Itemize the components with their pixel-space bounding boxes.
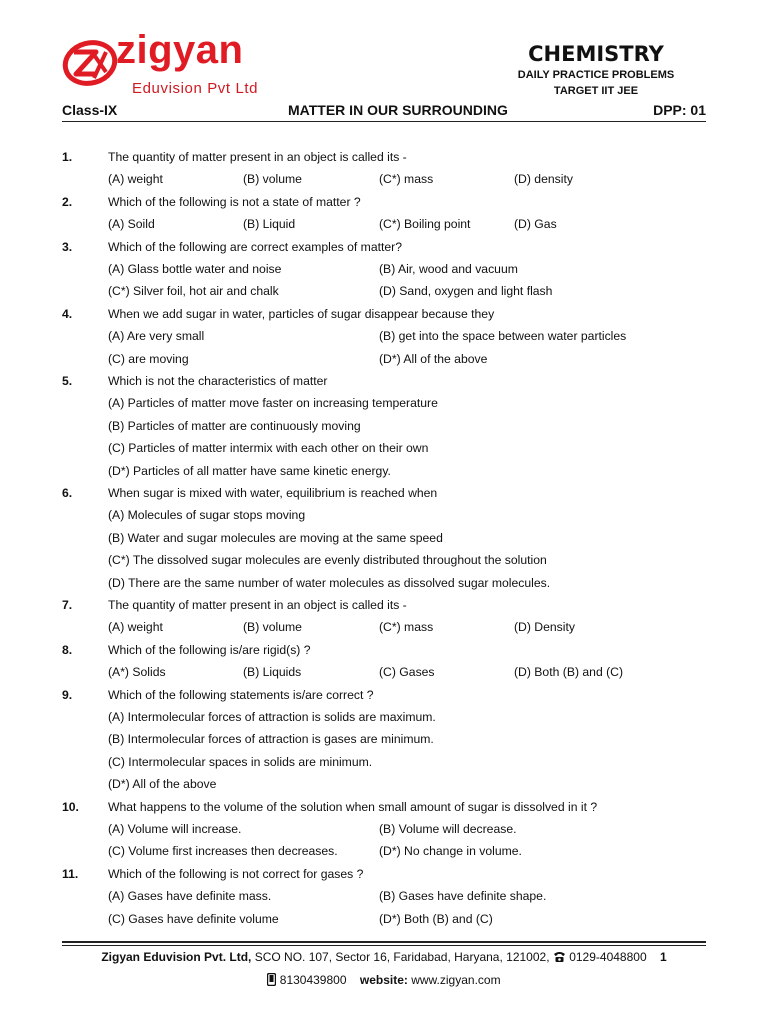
answer-option: (B) volume — [243, 172, 302, 187]
answer-option: (A) Intermolecular forces of attraction is solids are maximum. — [108, 710, 436, 724]
question-text: Which of the following statements is/are correct ? — [108, 687, 374, 702]
answer-option: (C*) The dissolved sugar molecules are evenly distributed throughout the solution — [108, 553, 547, 568]
option-row — [62, 910, 706, 928]
header-info-row — [62, 102, 706, 120]
question-number: 5. — [62, 374, 73, 388]
answer-option: (D*) All of the above — [379, 351, 488, 366]
answer-option: (A) Particles of matter move faster on increasing temperature — [108, 396, 438, 411]
answer-option: (D) There are the same number of water molecules as dissolved sugar molecules. — [108, 575, 551, 590]
option-row — [62, 215, 706, 233]
question-number: 4. — [62, 306, 73, 321]
logo-text: zigyan — [116, 28, 244, 72]
phone-icon — [553, 951, 566, 963]
answer-option: (C) Volume first increases then decreases. — [108, 844, 338, 859]
question-text: Which of the following is not a state of matter ? — [108, 194, 361, 209]
option-row — [62, 663, 706, 681]
option-row — [62, 506, 706, 524]
question-number: 3. — [62, 239, 73, 254]
answer-option: (D) Density — [514, 620, 575, 635]
question-number: 2. — [62, 194, 73, 209]
footer-address-line — [62, 950, 706, 964]
answer-option: (C) Intermolecular spaces in solids are minimum. — [108, 754, 373, 769]
answer-option: (D*) Both (B) and (C) — [379, 911, 493, 926]
option-row — [62, 708, 706, 726]
option-row — [62, 730, 706, 748]
answer-option: (A) Gases have definite mass. — [108, 889, 272, 904]
answer-option: (B) Volume will decrease. — [379, 822, 517, 836]
question-text: Which of the following are correct examples of matter? — [108, 239, 402, 254]
answer-option: (A) weight — [108, 172, 163, 187]
question-line — [62, 686, 706, 704]
answer-option: (D*) No change in volume. — [379, 844, 522, 859]
question-line — [62, 865, 706, 883]
question-number: 7. — [62, 598, 73, 612]
answer-option: (B) get into the space between water particles — [379, 329, 627, 344]
question-text: The quantity of matter present in an object is called its - — [108, 150, 407, 164]
footer-rule — [62, 941, 706, 943]
answer-option: (B) Particles of matter are continuously moving — [108, 418, 361, 433]
option-row — [62, 887, 706, 905]
question-line — [62, 641, 706, 659]
question-text: When sugar is mixed with water, equilibrium is reached when — [108, 486, 438, 500]
question-text: Which is not the characteristics of matter — [108, 374, 328, 388]
answer-option: (D) density — [514, 172, 573, 187]
answer-option: (C*) Boiling point — [379, 217, 471, 232]
question-number: 10. — [62, 799, 79, 814]
option-row — [62, 282, 706, 300]
question-line — [62, 798, 706, 816]
question-number: 11. — [62, 866, 79, 881]
header-line-2: TARGET IIT JEE — [553, 85, 639, 97]
mobile-icon — [267, 973, 276, 986]
question-line — [62, 372, 706, 390]
footer-contact-line — [62, 973, 706, 987]
option-row — [62, 842, 706, 860]
option-row — [62, 260, 706, 278]
answer-option: (A) Are very small — [108, 329, 205, 344]
topic-title: MATTER IN OUR SURROUNDING — [288, 102, 508, 118]
question-line — [62, 596, 706, 614]
subject-title: CHEMISTRY — [528, 42, 664, 66]
option-row — [62, 327, 706, 345]
option-row — [62, 551, 706, 569]
dpp-number: DPP: 01 — [653, 102, 706, 118]
question-number: 8. — [62, 642, 73, 657]
footer-address: SCO NO. 107, Sector 16, Faridabad, Haryana, 121002, — [251, 950, 550, 964]
option-row — [62, 775, 706, 793]
answer-option: (D) Both (B) and (C) — [514, 665, 624, 680]
answer-option: (B) Air, wood and vacuum — [379, 262, 518, 276]
option-row — [62, 462, 706, 480]
question-number: 9. — [62, 687, 73, 702]
question-line — [62, 238, 706, 256]
answer-option: (C*) mass — [379, 620, 434, 635]
question-text: What happens to the volume of the solution when small amount of sugar is dissolved in it ? — [108, 799, 598, 814]
option-row — [62, 574, 706, 592]
option-row — [62, 350, 706, 368]
footer-phone: 0129-4048800 — [565, 950, 647, 964]
question-line — [62, 148, 706, 166]
option-row — [62, 618, 706, 636]
footer-website: www.zigyan.com — [407, 973, 501, 987]
answer-option: (B) Gases have definite shape. — [379, 889, 547, 904]
answer-option: (C) Gases — [379, 665, 435, 680]
class-label: Class-IX — [62, 102, 118, 118]
footer-mobile: 8130439800 — [279, 973, 347, 987]
logo-subtitle: Eduvision Pvt Ltd — [132, 80, 259, 97]
answer-option: (C) Gases have definite volume — [108, 911, 279, 926]
answer-option: (C) Particles of matter intermix with each other on their own — [108, 441, 429, 456]
question-line — [62, 305, 706, 323]
answer-option: (C*) Silver foil, hot air and chalk — [108, 284, 279, 299]
header-line-1: DAILY PRACTICE PROBLEMS — [517, 69, 675, 81]
option-row — [62, 394, 706, 412]
question-line — [62, 484, 706, 502]
answer-option: (A) Soild — [108, 217, 155, 232]
answer-option: (B) Liquid — [243, 217, 296, 232]
zigyan-logo-mark-icon — [62, 38, 118, 88]
answer-option: (D*) All of the above — [108, 777, 217, 792]
question-text: Which of the following is/are rigid(s) ? — [108, 642, 311, 657]
answer-option: (B) Intermolecular forces of attraction is gases are minimum. — [108, 732, 434, 747]
answer-option: (A) weight — [108, 620, 163, 635]
answer-option: (D*) Particles of all matter have same kinetic energy. — [108, 463, 391, 478]
question-text: When we add sugar in water, particles of sugar disappear because they — [108, 306, 495, 321]
answer-option: (D) Gas — [514, 217, 557, 232]
option-row — [62, 820, 706, 838]
answer-option: (B) volume — [243, 620, 302, 635]
answer-option: (A) Volume will increase. — [108, 822, 242, 836]
answer-option: (C*) mass — [379, 172, 434, 187]
answer-option: (B) Liquids — [243, 665, 302, 680]
question-number: 1. — [62, 150, 73, 164]
question-text: The quantity of matter present in an object is called its - — [108, 598, 407, 612]
header-rule — [62, 121, 706, 122]
answer-option: (D) Sand, oxygen and light flash — [379, 284, 553, 299]
question-number: 6. — [62, 486, 73, 500]
answer-option: (A) Molecules of sugar stops moving — [108, 508, 306, 523]
option-row — [62, 170, 706, 188]
answer-option: (A*) Solids — [108, 665, 166, 680]
option-row — [62, 529, 706, 547]
footer-page-number: 1 — [659, 950, 667, 964]
answer-option: (B) Water and sugar molecules are moving at the same speed — [108, 530, 443, 545]
option-row — [62, 439, 706, 457]
footer-rule-thin — [62, 945, 706, 946]
question-line — [62, 193, 706, 211]
footer-company: Zigyan Eduvision Pvt. Ltd, — [101, 950, 252, 964]
option-row — [62, 753, 706, 771]
answer-option: (A) Glass bottle water and noise — [108, 262, 282, 276]
option-row — [62, 417, 706, 435]
answer-option: (C) are moving — [108, 351, 189, 366]
question-text: Which of the following is not correct for gases ? — [108, 866, 364, 881]
footer-website-label: website: — [359, 973, 408, 987]
